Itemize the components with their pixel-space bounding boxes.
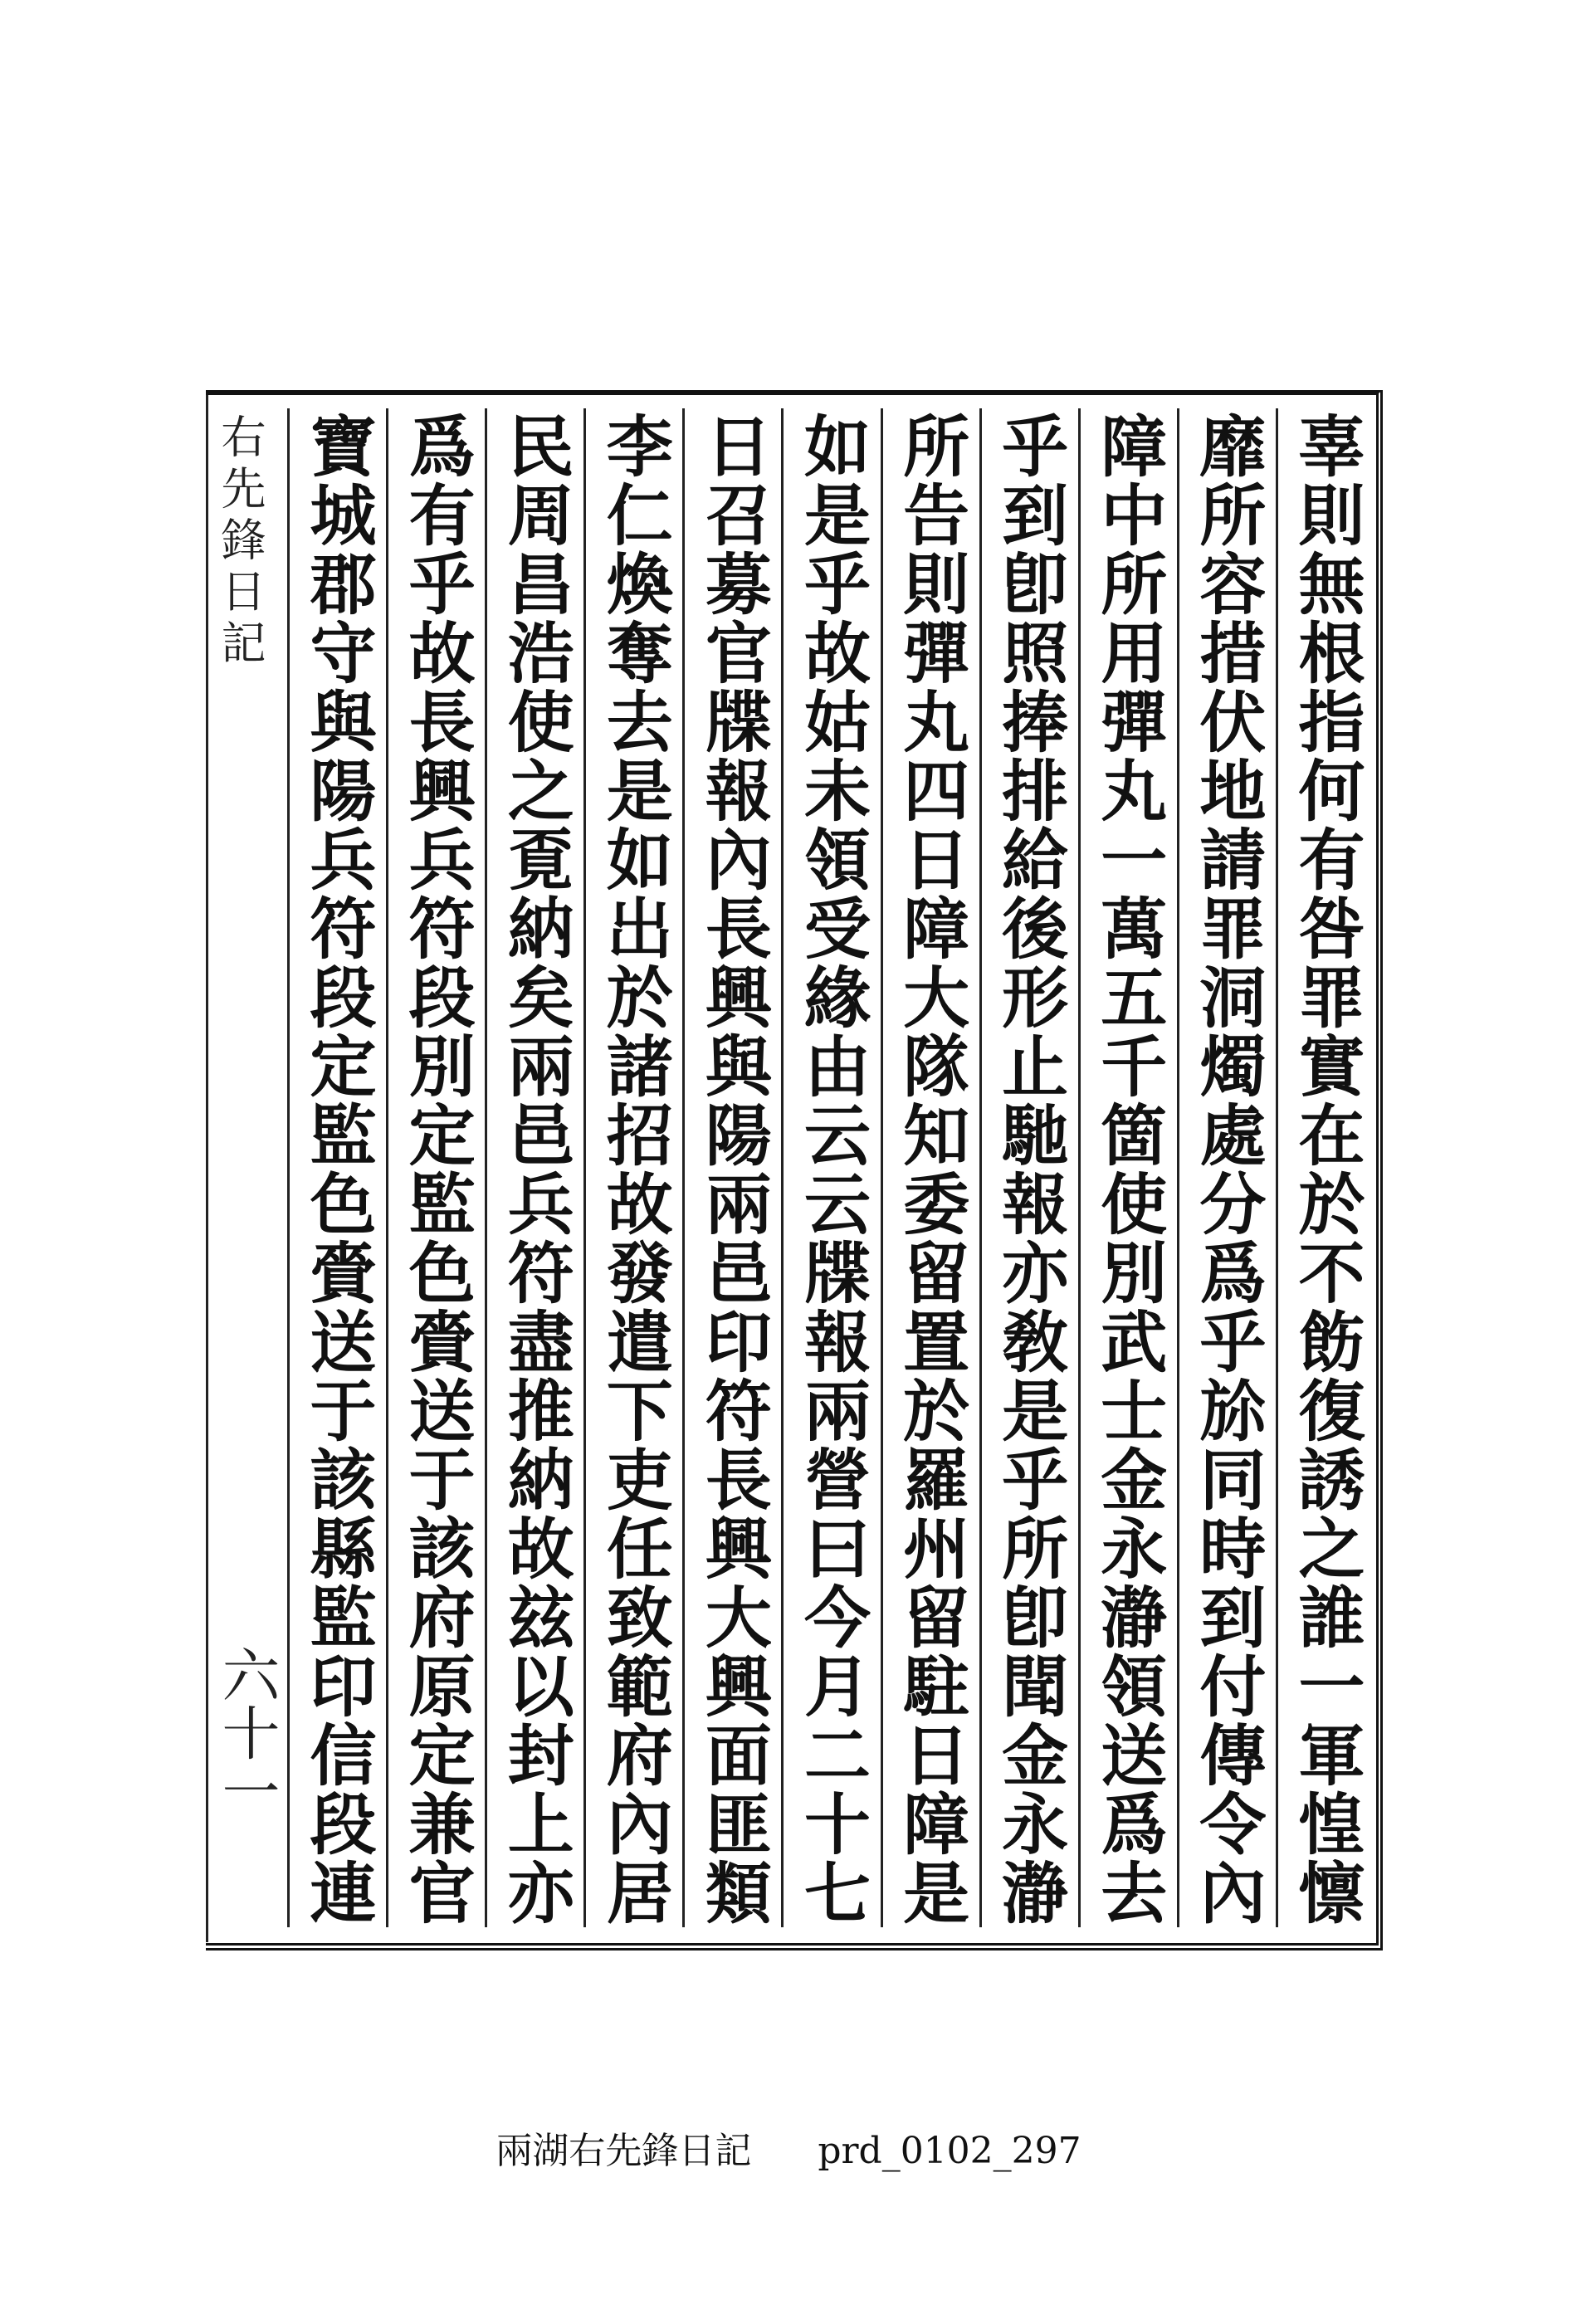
edge-book-title: 右先鋒日記: [214, 413, 266, 671]
text-column: [386, 408, 485, 1927]
text-column: [1276, 408, 1374, 1927]
text-column: [682, 408, 781, 1927]
column-text: 障中所用彈丸一萬五千箇使別武士金永瀞領送爲去: [1089, 412, 1168, 1927]
page-footer: [0, 2121, 1577, 2174]
column-text: 寶城郡守與陽兵符段定監色賫送于該縣監印信段連: [299, 412, 378, 1927]
footer-image-id: prd_0102_297: [818, 2130, 1081, 2172]
text-column: [485, 408, 583, 1927]
text-column: [287, 408, 386, 1927]
column-text: 日召募官牒報內長興與陽兩邑印符長興大興面匪類: [694, 412, 773, 1927]
column-text: 爲有乎故長興兵符段別定監色賫送于該府原定兼官: [398, 412, 476, 1927]
text-column: [583, 408, 682, 1927]
text-column: [1078, 408, 1177, 1927]
text-column: [979, 408, 1078, 1927]
text-column: [781, 408, 880, 1927]
column-text: 乎到卽照捧排給後形止馳報亦敎是乎所卽聞金永瀞: [990, 412, 1069, 1927]
column-text: 辜則無根指何有咎罪實在於不飭復誘之誰一軍惶懔: [1286, 412, 1365, 1927]
printed-page: [206, 390, 1383, 1950]
column-text: 民周昌浩使之覔納矣兩邑兵符盡推納故玆以封上亦: [496, 412, 575, 1927]
edge-folio-number: 六十一: [212, 1645, 281, 1819]
text-column: [881, 408, 979, 1927]
column-text: 如是乎故姑未領受緣由云云牒報兩營曰今月二十七: [793, 412, 872, 1927]
column-text: 所告則彈丸四日障大隊知委留置於羅州留駐日障是: [891, 412, 970, 1927]
text-column: [1177, 408, 1276, 1927]
footer-book-title: 兩湖右先鋒日記: [496, 2130, 752, 2172]
column-text: 靡所容措伏地請罪洞燭處分爲乎㫆同時到付傳令內: [1188, 412, 1267, 1927]
text-columns: [287, 408, 1374, 1927]
column-text: 李仁煥奪去是如出於諸招故發遣下吏任致範府內居: [595, 412, 674, 1927]
page-edge-strip: [212, 408, 281, 1927]
